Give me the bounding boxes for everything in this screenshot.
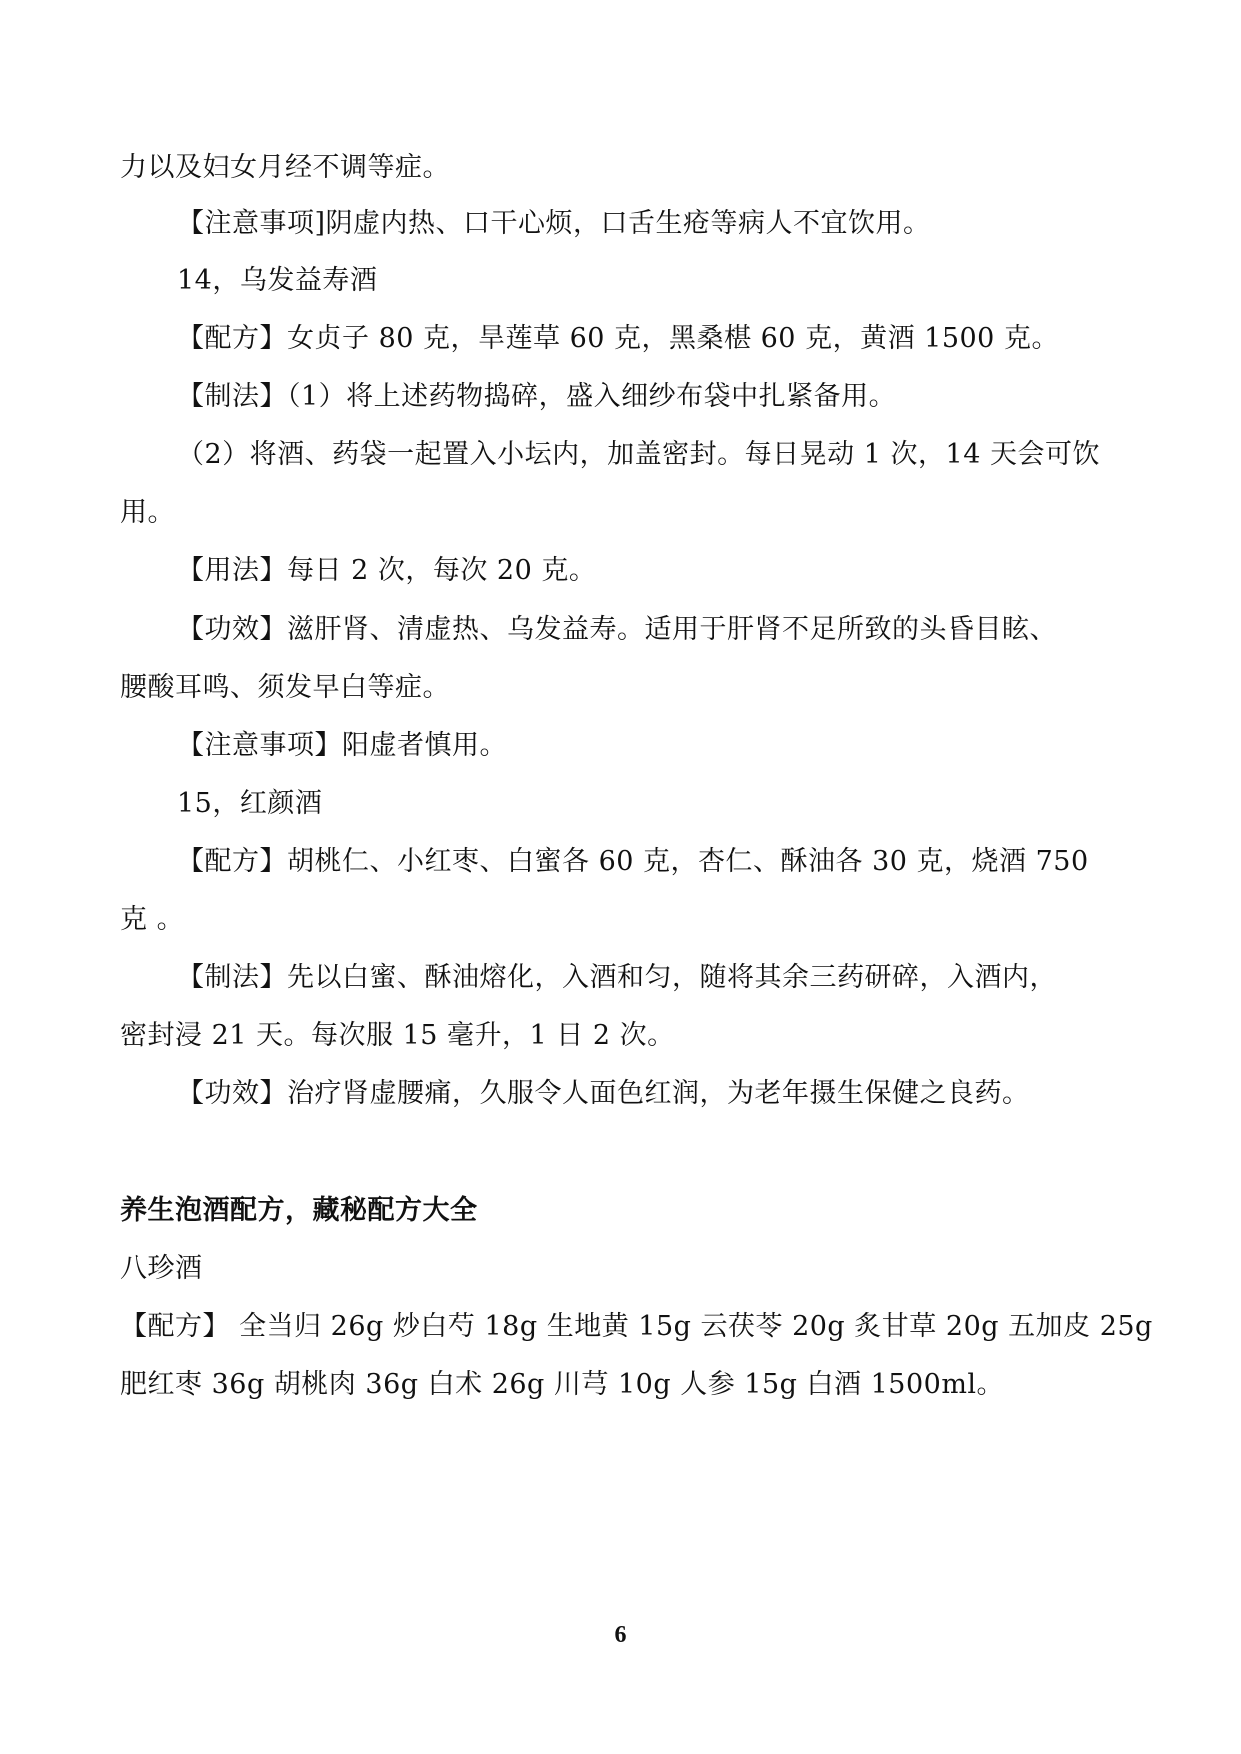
- section-heading: 养生泡酒配方，藏秘配方大全: [120, 1195, 478, 1226]
- recipe-title-14: 14，乌发益寿酒: [177, 265, 378, 296]
- text-line-14: 克 。: [120, 904, 185, 935]
- text-line-5: 【制法】（1）将上述药物捣碎，盛入细纱布袋中扎紧备用。: [177, 381, 897, 412]
- text-line-2: 【注意事项]阴虚内热、口干心烦，口舌生疮等病人不宜饮用。: [177, 208, 931, 239]
- text-line-9: 【功效】滋肝肾、清虚热、乌发益寿。适用于肝肾不足所致的头昏目眩、: [177, 614, 1057, 645]
- text-line-1: 力以及妇女月经不调等症。: [120, 152, 450, 183]
- text-line-4: 【配方】女贞子 80 克，旱莲草 60 克，黑桑椹 60 克，黄酒 1500 克。: [177, 323, 1059, 354]
- text-line-13: 【配方】胡桃仁、小红枣、白蜜各 60 克，杏仁、酥油各 30 克，烧酒 750: [177, 846, 1089, 877]
- text-line-20: 【配方】 全当归 26g 炒白芍 18g 生地黄 15g 云茯苓 20g 炙甘草 20g 五加皮 25g: [120, 1311, 1153, 1342]
- text-line-17: 【功效】治疗肾虚腰痛，久服令人面色红润，为老年摄生保健之良药。: [177, 1078, 1030, 1109]
- recipe-title-15: 15，红颜酒: [177, 788, 323, 819]
- text-line-8: 【用法】每日 2 次，每次 20 克。: [177, 555, 597, 586]
- text-line-15: 【制法】先以白蜜、酥油熔化，入酒和匀，随将其余三药研碎，入酒内，: [177, 962, 1057, 993]
- recipe-title-bazhen: 八珍酒: [120, 1253, 203, 1284]
- text-line-7: 用。: [120, 497, 175, 528]
- text-line-21: 肥红枣 36g 胡桃肉 36g 白术 26g 川芎 10g 人参 15g 白酒 1500ml。: [120, 1369, 1005, 1400]
- text-line-16: 密封浸 21 天。每次服 15 毫升，1 日 2 次。: [120, 1020, 675, 1051]
- text-line-10: 腰酸耳鸣、须发早白等症。: [120, 672, 450, 703]
- text-line-6: （2）将酒、药袋一起置入小坛内，加盖密封。每日晃动 1 次，14 天会可饮: [177, 439, 1100, 470]
- text-line-11: 【注意事项】阳虚者慎用。: [177, 730, 507, 761]
- page-number: 6: [614, 1622, 627, 1648]
